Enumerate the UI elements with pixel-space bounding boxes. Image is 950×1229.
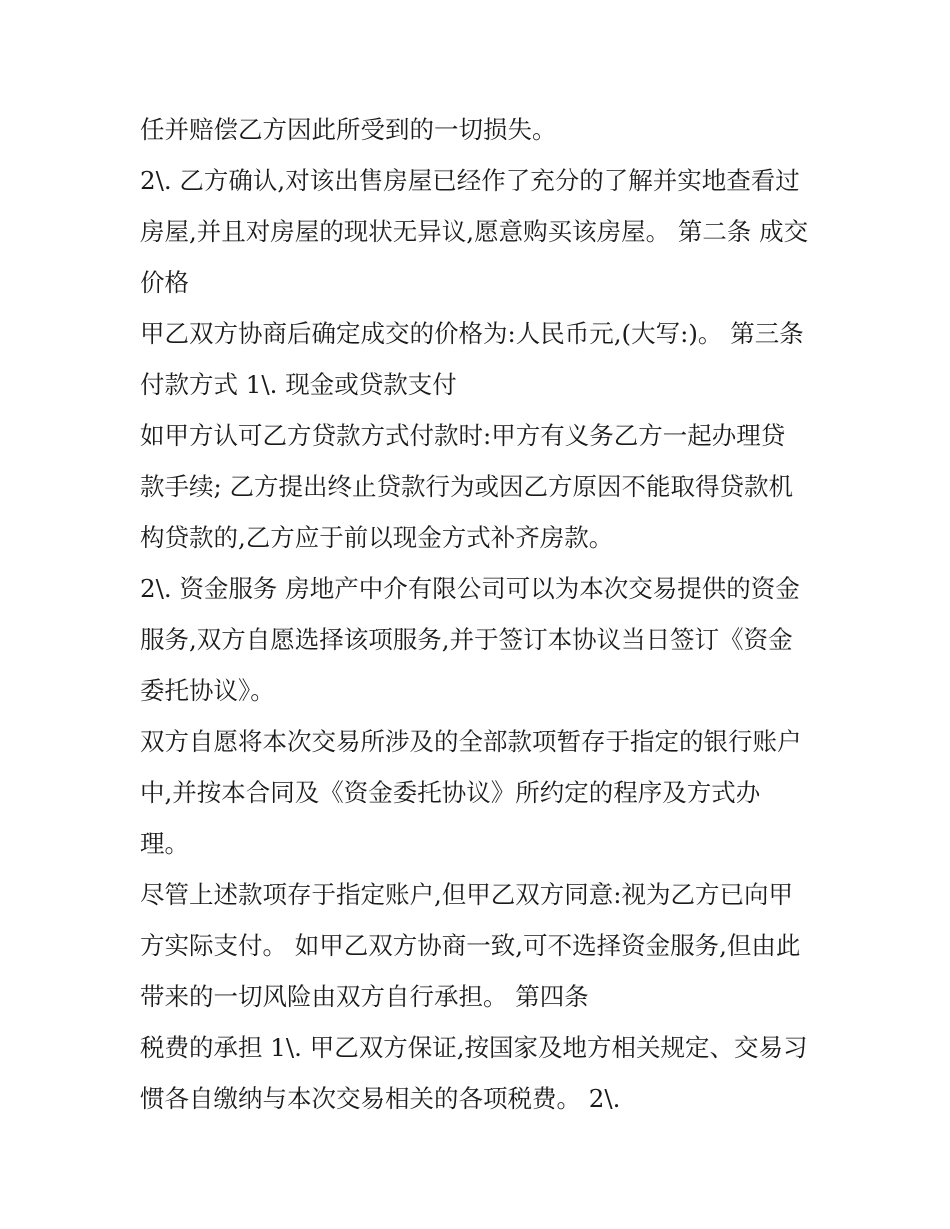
text-line-13: 双方自愿将本次交易所涉及的全部款项暂存于指定的银行账户	[140, 727, 802, 756]
text-line-18: 带来的一切风险由双方自行承担。 第四条	[140, 982, 589, 1011]
text-line-5: 甲乙双方协商后确定成交的价格为:人民币元,(大写:)。 第三条	[140, 319, 804, 348]
text-line-17: 方实际支付。 如甲乙双方协商一致,可不选择资金服务,但由此	[140, 931, 801, 960]
text-line-14: 中,并按本合同及《资金委托协议》所约定的程序及方式办	[140, 778, 761, 807]
text-line-8: 款手续; 乙方提出终止贷款行为或因乙方原因不能取得贷款机	[140, 472, 794, 501]
text-line-7: 如甲方认可乙方贷款方式付款时:甲方有义务乙方一起办理贷	[140, 421, 786, 450]
text-line-12: 委托协议》。	[140, 676, 275, 705]
text-line-11: 服务,双方自愿选择该项服务,并于签订本协议当日签订《资金	[140, 625, 793, 654]
text-line-6: 付款方式 1\. 现金或贷款支付	[140, 370, 457, 399]
text-line-16: 尽管上述款项存于指定账户,但甲乙双方同意:视为乙方已向甲	[140, 880, 794, 909]
text-line-3: 房屋,并且对房屋的现状无异议,愿意购买该房屋。 第二条 成交	[140, 217, 809, 246]
text-line-19: 税费的承担 1\. 甲乙双方保证,按国家及地方相关规定、交易习	[140, 1033, 808, 1062]
contract-body-text	[140, 104, 820, 1124]
text-line-4: 价格	[140, 268, 189, 297]
text-line-10: 2\. 资金服务 房地产中介有限公司可以为本次交易提供的资金	[140, 574, 800, 603]
text-line-9: 构贷款的,乙方应于前以现金方式补齐房款。	[140, 523, 614, 552]
text-line-15: 理。	[140, 829, 189, 858]
text-line-1: 任并赔偿乙方因此所受到的一切损失。	[140, 115, 557, 144]
text-line-20: 惯各自缴纳与本次交易相关的各项税费。 2\.	[140, 1084, 621, 1113]
text-line-2: 2\. 乙方确认,对该出售房屋已经作了充分的了解并实地查看过	[140, 166, 800, 195]
